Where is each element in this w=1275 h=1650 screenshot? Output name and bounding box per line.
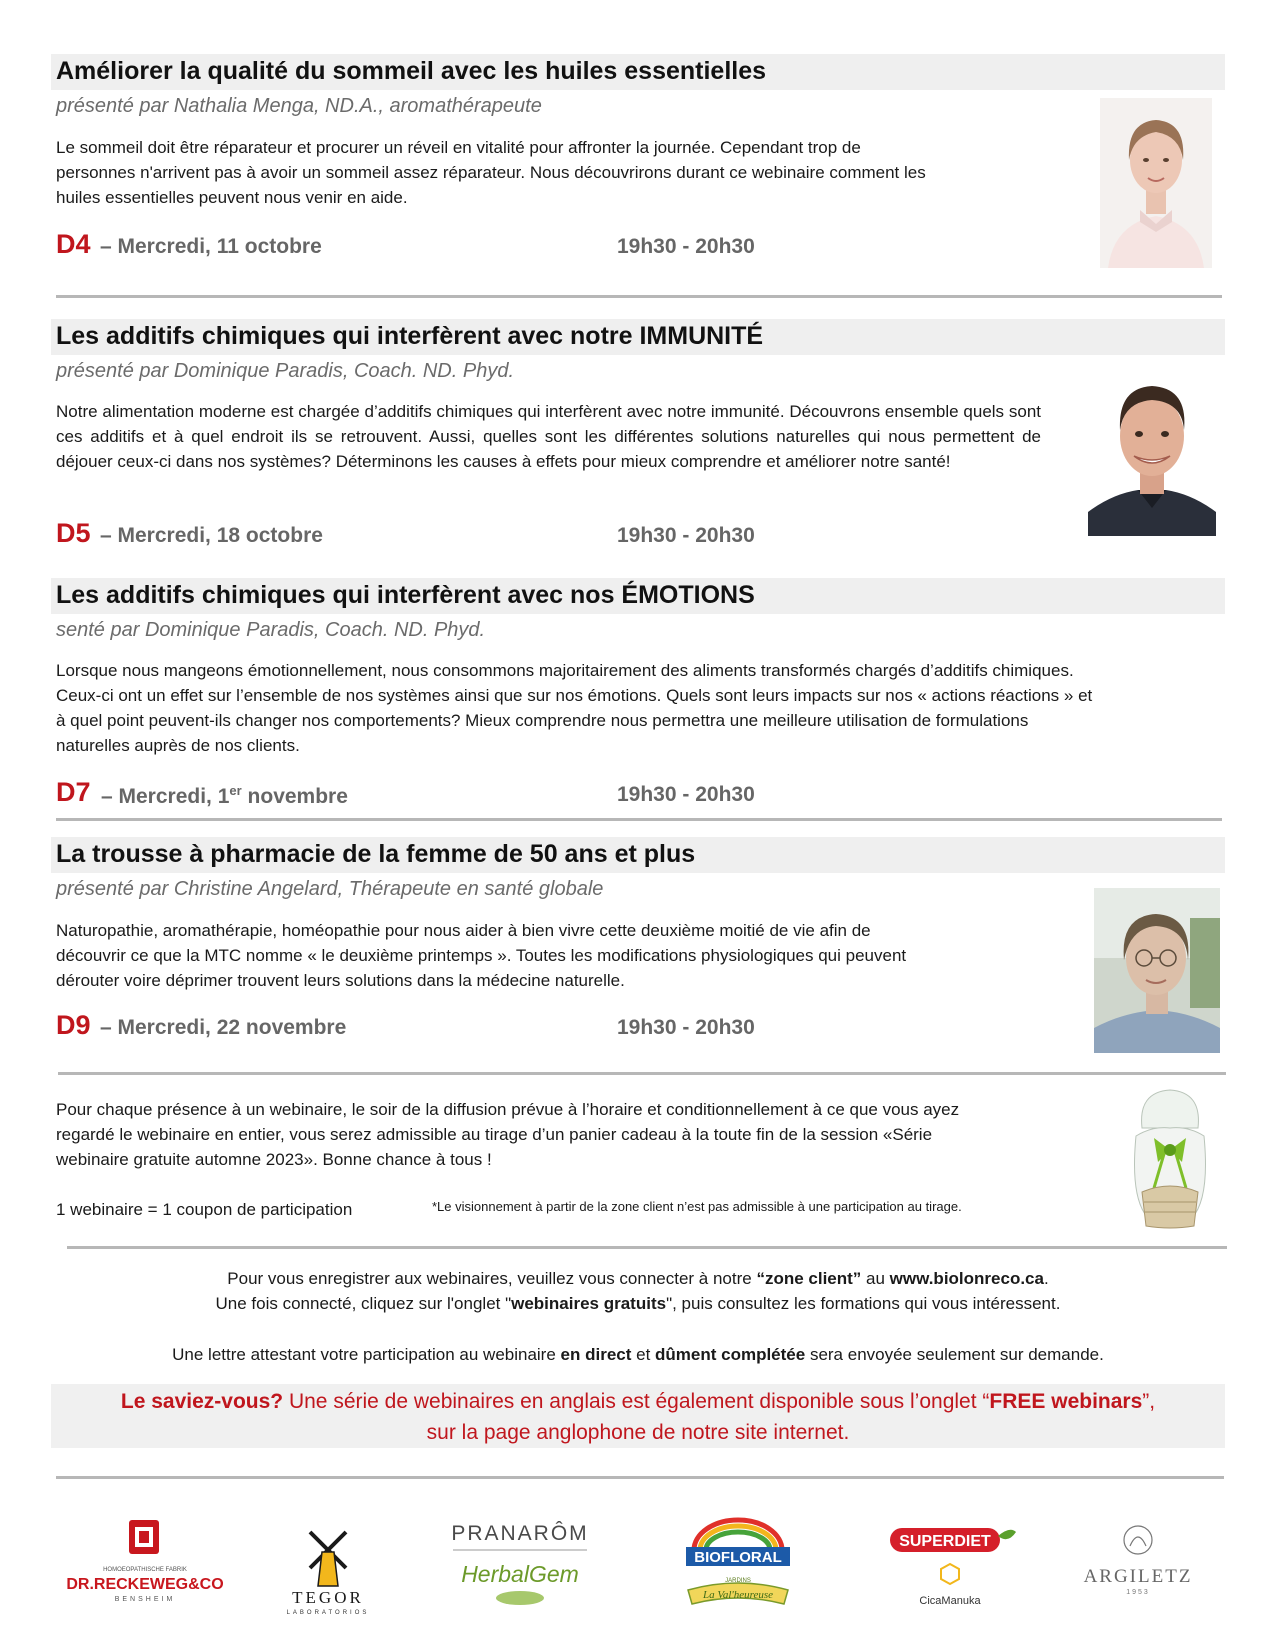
section-divider	[58, 1072, 1226, 1075]
logo-text: ARGILETZ	[1083, 1566, 1193, 1587]
session-code: D5	[56, 518, 91, 548]
description-line: découvrir ce que la MTC nomme « le deuxième printemps ». Toutes les modifications physiologiques qui peuvent	[56, 946, 907, 965]
description-line: Ceux-ci ont un effet sur l’ensemble de nos systèmes ainsi que sur nos émotions. Quels sont leurs impacts sur nos « actions réactions » et	[56, 686, 1093, 705]
callout-text: Une série de webinaires en anglais est également disponible sous l’onglet “	[283, 1390, 990, 1413]
logo-text: CicaManuka	[919, 1595, 981, 1607]
description-line: huiles essentielles peuvent nous venir en aide.	[56, 188, 408, 207]
description-line: Naturopathie, aromathérapie, homéopathie pour nous aider à bien vivre cette deuxième moitié de vie afin de	[56, 921, 871, 940]
zone-client-label: “zone client”	[756, 1269, 862, 1288]
callout-lead: Le saviez-vous?	[120, 1390, 284, 1413]
logo-text: La Val'heureuse	[702, 1589, 774, 1601]
description-line: Lorsque nous mangeons émotionnellement, nous consommons majoritairement des aliments transformés chargés d’additifs chimiques.	[56, 661, 1074, 680]
logo-text: SUPERDIET	[899, 1533, 991, 1550]
register-line	[51, 1291, 1225, 1316]
register-text: .	[1043, 1269, 1049, 1288]
logo-text: 1953	[1126, 1589, 1150, 1596]
session-description	[56, 135, 1056, 210]
register-text: Pour vous enregistrer aux webinaires, veuillez vous connecter à notre	[227, 1269, 757, 1288]
gift-basket-image	[1128, 1088, 1212, 1230]
attestation-text: Une lettre attestant votre participation au webinaire	[172, 1345, 561, 1364]
section-divider	[56, 295, 1222, 298]
section-divider	[56, 818, 1222, 821]
register-line	[51, 1266, 1225, 1291]
attestation-text: sera envoyée seulement sur demande.	[805, 1345, 1104, 1364]
free-webinars-label: FREE webinars	[989, 1390, 1143, 1413]
session-date: – Mercredi, 18 octobre	[100, 524, 323, 547]
webinars-tab-label: webinaires gratuits	[511, 1294, 667, 1313]
logo-text: BIOFLORAL	[694, 1549, 782, 1566]
session-presenter: présenté par Dominique Paradis, Coach. ND. Phyd.	[56, 360, 515, 382]
date-text: novembre	[241, 785, 348, 808]
session-date: – Mercredi, 11 octobre	[100, 235, 322, 258]
attestation-text: et	[631, 1345, 656, 1364]
logo-pranarom-herbalgem	[445, 1520, 595, 1620]
description-line: personnes n'arrivent pas à avoir un sommeil assez réparateur. Nous découvrirons durant ce webinaire comment les	[56, 163, 926, 182]
logo-argiletz	[1078, 1520, 1198, 1620]
callout-line	[51, 1386, 1225, 1417]
callout-line: sur la page anglophone de notre site internet.	[426, 1421, 850, 1444]
description-line: Le sommeil doit être réparateur et procurer un réveil en vitalité pour affronter la journée. Cependant trop de	[56, 138, 861, 157]
session-time: 19h30 - 20h30	[617, 235, 755, 258]
session-presenter: présenté par Christine Angelard, Thérapeute en santé globale	[56, 878, 604, 900]
session-date: – Mercredi, 22 novembre	[100, 1016, 347, 1039]
session-presenter: senté par Dominique Paradis, Coach. ND. Phyd.	[56, 619, 486, 641]
session-description	[56, 658, 1216, 758]
logo-text: BENSHEIM	[114, 1596, 176, 1603]
draw-line: regardé le webinaire en entier, vous serez admissible au tirage d’un panier cadeau à la toute fin de la session «Série	[56, 1125, 933, 1144]
attestation-bold: en direct	[560, 1345, 632, 1364]
session-time: 19h30 - 20h30	[617, 1016, 755, 1039]
website-link[interactable]: www.biolonreco.ca	[889, 1269, 1044, 1288]
presenter-photo	[1088, 374, 1216, 536]
logo-text: LABORATORIOS	[286, 1610, 370, 1616]
callout-text: ”,	[1142, 1390, 1156, 1413]
logo-text: TEGOR	[292, 1588, 364, 1607]
session-description	[56, 918, 1066, 993]
draw-line: Pour chaque présence à un webinaire, le soir de la diffusion prévue à l’horaire et conditionnellement à ce que vous ayez	[56, 1100, 960, 1119]
logo-superdiet-cicamanuka	[880, 1520, 1020, 1620]
date-superscript: er	[229, 783, 242, 798]
session-time: 19h30 - 20h30	[617, 783, 755, 806]
section-divider	[67, 1246, 1227, 1249]
session-title: Les additifs chimiques qui interfèrent avec notre IMMUNITÉ	[56, 322, 764, 350]
description-line: à quel point peuvent-ils changer nos comportements? Mieux comprendre nous permettra une meilleure utilisation de formulations	[56, 711, 1029, 730]
logo-text: HerbalGem	[461, 1561, 579, 1587]
session-title: La trousse à pharmacie de la femme de 50 ans et plus	[56, 840, 696, 868]
session-description: Notre alimentation moderne est chargée d’additifs chimiques qui interfèrent avec notre immunité. Découvrons ensemble quels sont ces additifs et à quel endroit ils se retrouvent. Aussi, quelles sont les différentes solutions naturelles qui nous permettent de déjouer ceux-ci dans nos systèmes? Déterminons les causes à effets pour mieux comprendre et améliorer notre santé!	[56, 402, 1041, 471]
presenter-photo	[1094, 888, 1220, 1053]
session-code: D9	[56, 1010, 91, 1040]
register-text: au	[861, 1269, 890, 1288]
draw-info	[56, 1097, 1116, 1172]
logo-biofloral	[678, 1520, 798, 1620]
draw-note: *Le visionnement à partir de la zone client n’est pas admissible à une participation au tirage.	[432, 1199, 962, 1214]
attestation-bold: dûment complétée	[655, 1345, 806, 1364]
logo-text: HOMOEOPATHISCHE FABRIK	[103, 1567, 187, 1573]
attestation-line	[51, 1342, 1225, 1367]
session-time: 19h30 - 20h30	[617, 524, 755, 547]
logo-text: PRANARÔM	[451, 1522, 589, 1545]
session-presenter: présenté par Nathalia Menga, ND.A., aromathérapeute	[56, 95, 542, 117]
logo-text: JARDINS	[725, 1578, 751, 1584]
logo-dr-reckeweg	[66, 1515, 224, 1615]
logo-tegor	[273, 1520, 383, 1620]
description-line: naturelles auprès de nos clients.	[56, 736, 300, 755]
logo-text: DR.RECKEWEG&CO	[66, 1576, 224, 1593]
presenter-photo	[1100, 98, 1212, 268]
register-text: ", puis consultez les formations qui vous intéressent.	[666, 1294, 1061, 1313]
session-code: D4	[56, 229, 91, 259]
register-text: Une fois connecté, cliquez sur l'onglet "	[215, 1294, 512, 1313]
date-text: – Mercredi, 1	[101, 785, 230, 808]
session-date	[101, 783, 348, 809]
session-title: Améliorer la qualité du sommeil avec les huiles essentielles	[56, 57, 767, 85]
section-divider	[56, 1476, 1224, 1479]
coupon-rule: 1 webinaire = 1 coupon de participation	[56, 1200, 353, 1219]
session-title: Les additifs chimiques qui interfèrent avec nos ÉMOTIONS	[56, 581, 755, 609]
draw-line: webinaire gratuite automne 2023». Bonne chance à tous !	[56, 1150, 492, 1169]
session-code: D7	[56, 777, 91, 807]
description-line: dérouter voire déprimer trouvent leurs solutions dans la médecine naturelle.	[56, 971, 625, 990]
